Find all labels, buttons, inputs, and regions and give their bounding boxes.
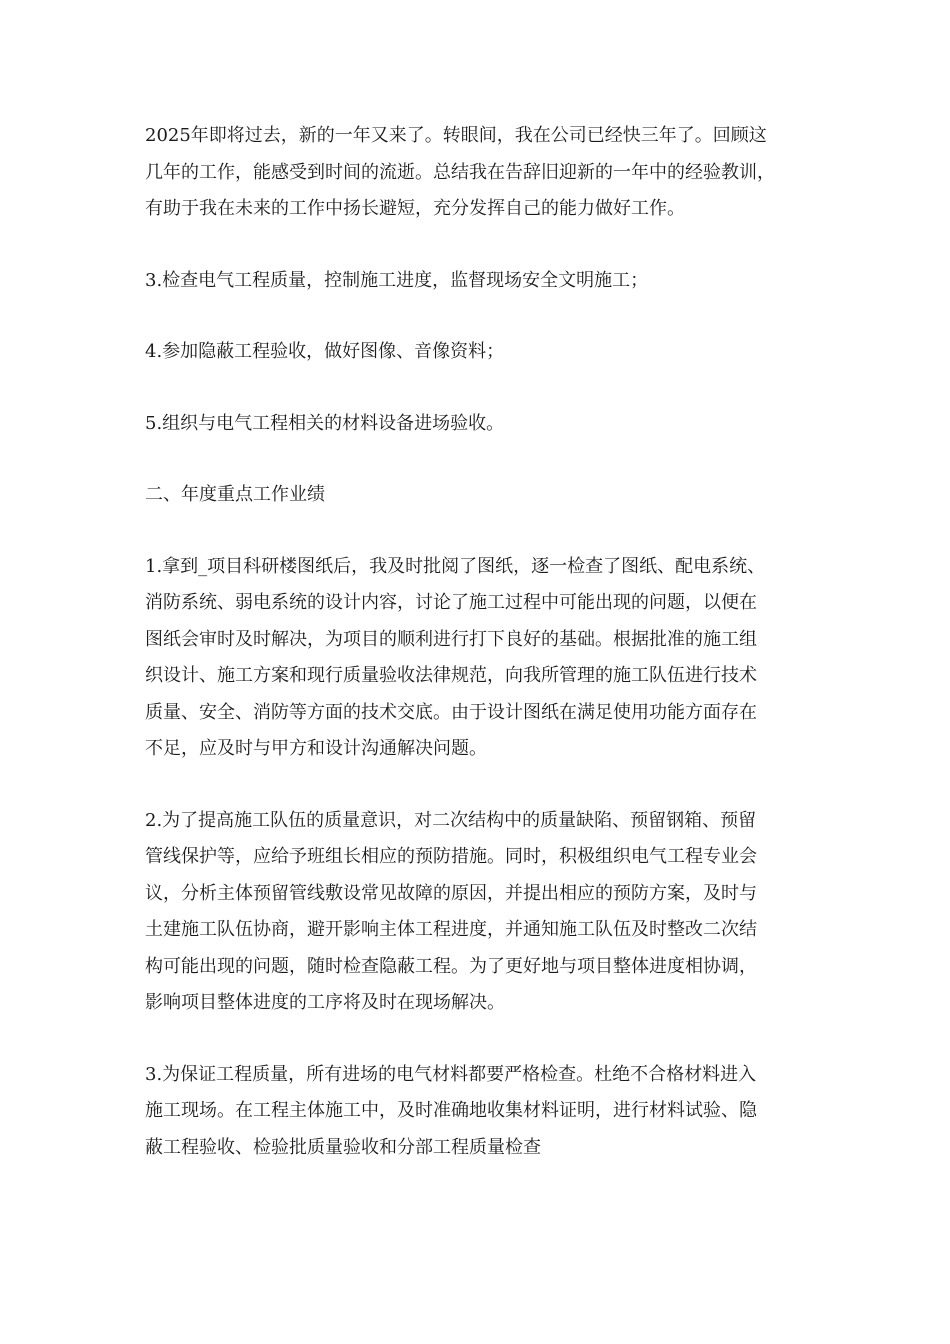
section-heading: [145, 477, 825, 514]
text-line: 质量、安全、消防等方面的技术交底。由于设计图纸在满足使用功能方面存在: [145, 701, 757, 723]
text-line: 议，分析主体预留管线敷设常见故障的原因，并提出相应的预防方案，及时与: [145, 882, 757, 904]
text-line: 2025年即将过去，新的一年又来了。转眼间，我在公司已经快三年了。回顾这: [145, 125, 767, 146]
paragraph-intro: [145, 118, 825, 228]
text-line: 织设计、施工方案和现行质量验收法律规范，向我所管理的施工队伍进行技术: [145, 665, 757, 686]
text-line: 管线保护等，应给予班组长相应的预防措施。同时，积极组织电气工程专业会: [145, 846, 757, 867]
paragraph-achievement-2: [145, 803, 825, 1022]
text-line: 1.拿到_项目科研楼图纸后，我及时批阅了图纸，逐一检查了图纸、配电系统、: [145, 555, 766, 577]
text-line: 2.为了提高施工队伍的质量意识，对二次结构中的质量缺陷、预留钢箱、预留: [145, 809, 757, 831]
document-body: [145, 118, 825, 1201]
text-line: 影响项目整体进度的工序将及时在现场解决。: [145, 992, 505, 1013]
text-line: 几年的工作，能感受到时间的流逝。总结我在告辞旧迎新的一年中的经验教训，: [145, 161, 775, 183]
text-line: 4.参加隐蔽工程验收，做好图像、音像资料；: [145, 341, 505, 362]
text-line: 不足，应及时与甲方和设计沟通解决问题。: [145, 738, 487, 759]
text-line: 5.组织与电气工程相关的材料设备进场验收。: [145, 412, 505, 434]
paragraph-item-5: [145, 406, 825, 443]
text-line: 消防系统、弱电系统的设计内容，讨论了施工过程中可能出现的问题，以便在: [145, 592, 757, 613]
paragraph-item-3: [145, 263, 825, 300]
text-line: 3.为保证工程质量，所有进场的电气材料都要严格检查。杜绝不合格材料进入: [145, 1063, 757, 1085]
text-line: 有助于我在未来的工作中扬长避短，充分发挥自己的能力做好工作。: [145, 198, 685, 219]
text-line: 构可能出现的问题，随时检查隐蔽工程。为了更好地与项目整体进度相协调，: [145, 955, 757, 977]
text-line: 蔽工程验收、检验批质量验收和分部工程质量检查: [145, 1136, 541, 1158]
paragraph-item-4: [145, 334, 825, 371]
paragraph-achievement-1: [145, 549, 825, 768]
heading-line: 二、年度重点工作业绩: [145, 484, 325, 505]
paragraph-achievement-3: [145, 1057, 825, 1167]
text-line: 施工现场。在工程主体施工中，及时准确地收集材料证明，进行材料试验、隐: [145, 1100, 757, 1121]
text-line: 土建施工队伍协商，避开影响主体工程进度，并通知施工队伍及时整改二次结: [145, 919, 757, 940]
text-line: 图纸会审时及时解决，为项目的顺利进行打下良好的基础。根据批准的施工组: [145, 628, 757, 650]
text-line: 3.检查电气工程质量，控制施工进度，监督现场安全文明施工；: [145, 269, 649, 291]
